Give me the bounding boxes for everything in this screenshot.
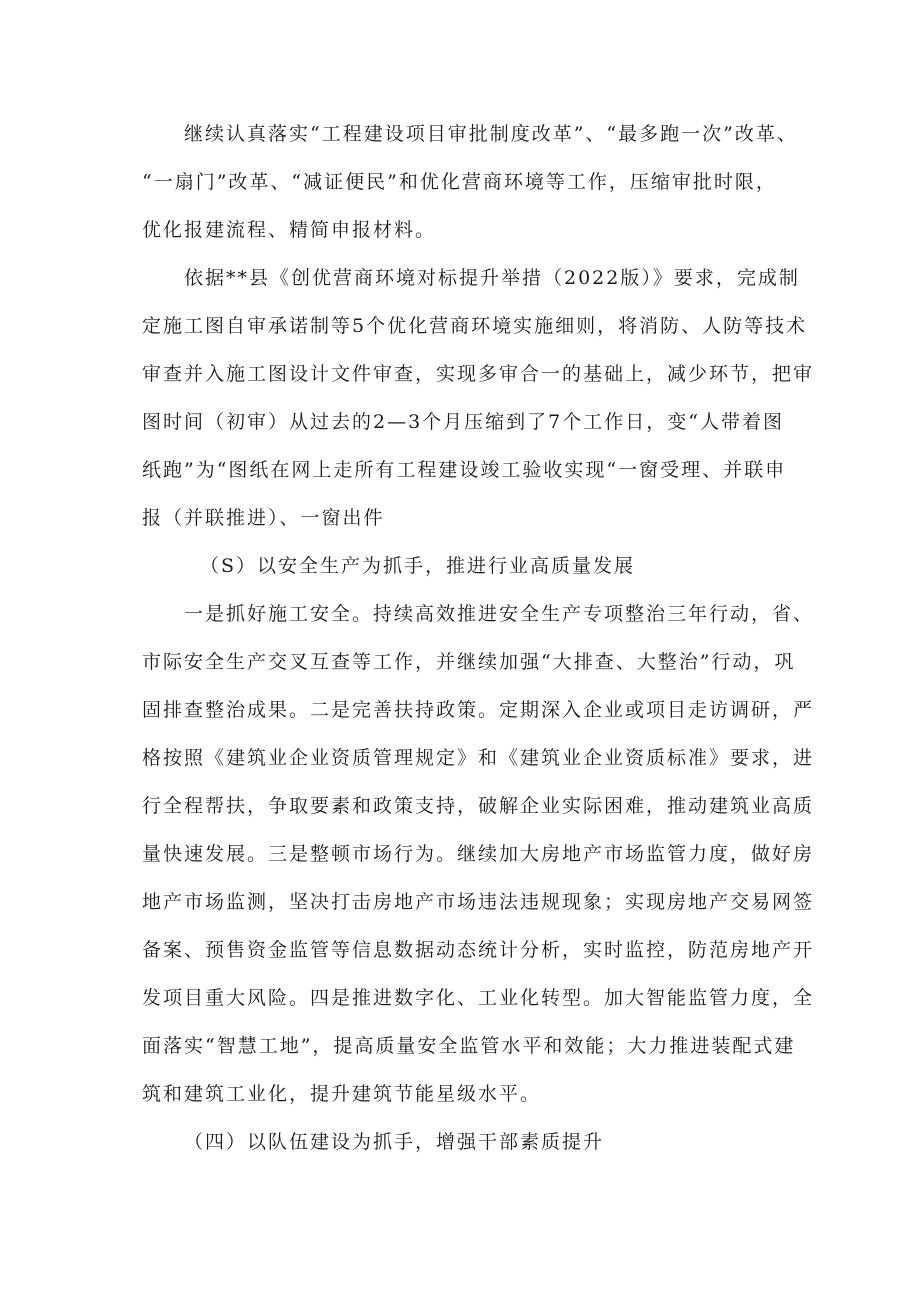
text-line: 报（并联推进）、一窗出件 xyxy=(142,507,385,529)
text-line: 格按照《建筑业企业资质管理规定》和《建筑业企业资质标准》要求，进 xyxy=(142,747,815,769)
section-heading: （四）以队伍建设为抓手，增强干部素质提升 xyxy=(184,1131,605,1153)
text-line: 定施工图自审承诺制等5个优化营商环境实施细则，将消防、人防等技术 xyxy=(142,315,808,337)
text-line: 一是抓好施工安全。持续高效推进安全生产专项整治三年行动，省、 xyxy=(184,603,815,625)
text-line: 发项目重大风险。四是推进数字化、工业化转型。加大智能监管力度，全 xyxy=(142,987,815,1009)
text-line: 优化报建流程、精简申报材料。 xyxy=(142,219,437,241)
text-line: 面落实“智慧工地”，提高质量安全监管水平和效能；大力推进装配式建 xyxy=(142,1035,796,1057)
text-line: 纸跑”为“图纸在网上走所有工程建设竣工验收实现“一窗受理、并联申 xyxy=(142,459,787,481)
text-line: 依据**县《创优营商环境对标提升举措（2022版）》要求，完成制 xyxy=(184,267,800,289)
text-line: 固排查整治成果。二是完善扶持政策。定期深入企业或项目走访调研，严 xyxy=(142,699,815,721)
text-line: “一扇门”改革、“减证便民”和优化营商环境等工作，压缩审批时限， xyxy=(142,171,777,193)
text-line: 量快速发展。三是整顿市场行为。继续加大房地产市场监管力度，做好房 xyxy=(142,843,815,865)
text-line: 审查并入施工图设计文件审查，实现多审合一的基础上，减少环节，把审 xyxy=(142,363,815,385)
text-line: 市际安全生产交叉互查等工作，并继续加强“大排查、大整治”行动，巩 xyxy=(142,651,796,673)
text-line: 筑和建筑工业化，提升建筑节能星级水平。 xyxy=(142,1083,542,1105)
text-line: 行全程帮扶，争取要素和政策支持，破解企业实际困难，推动建筑业高质 xyxy=(142,795,815,817)
text-line: 备案、预售资金监管等信息数据动态统计分析，实时监控，防范房地产开 xyxy=(142,939,815,961)
text-line: 图时间（初审）从过去的2—3个月压缩到了7个工作日，变“人带着图 xyxy=(142,411,784,433)
text-line: 继续认真落实“工程建设项目审批制度改革”、“最多跑一次”改革、 xyxy=(184,123,798,145)
section-heading: （S）以安全生产为抓手，推进行业高质量发展 xyxy=(200,555,636,577)
text-line: 地产市场监测，坚决打击房地产市场违法违规现象；实现房地产交易网签 xyxy=(142,891,815,913)
